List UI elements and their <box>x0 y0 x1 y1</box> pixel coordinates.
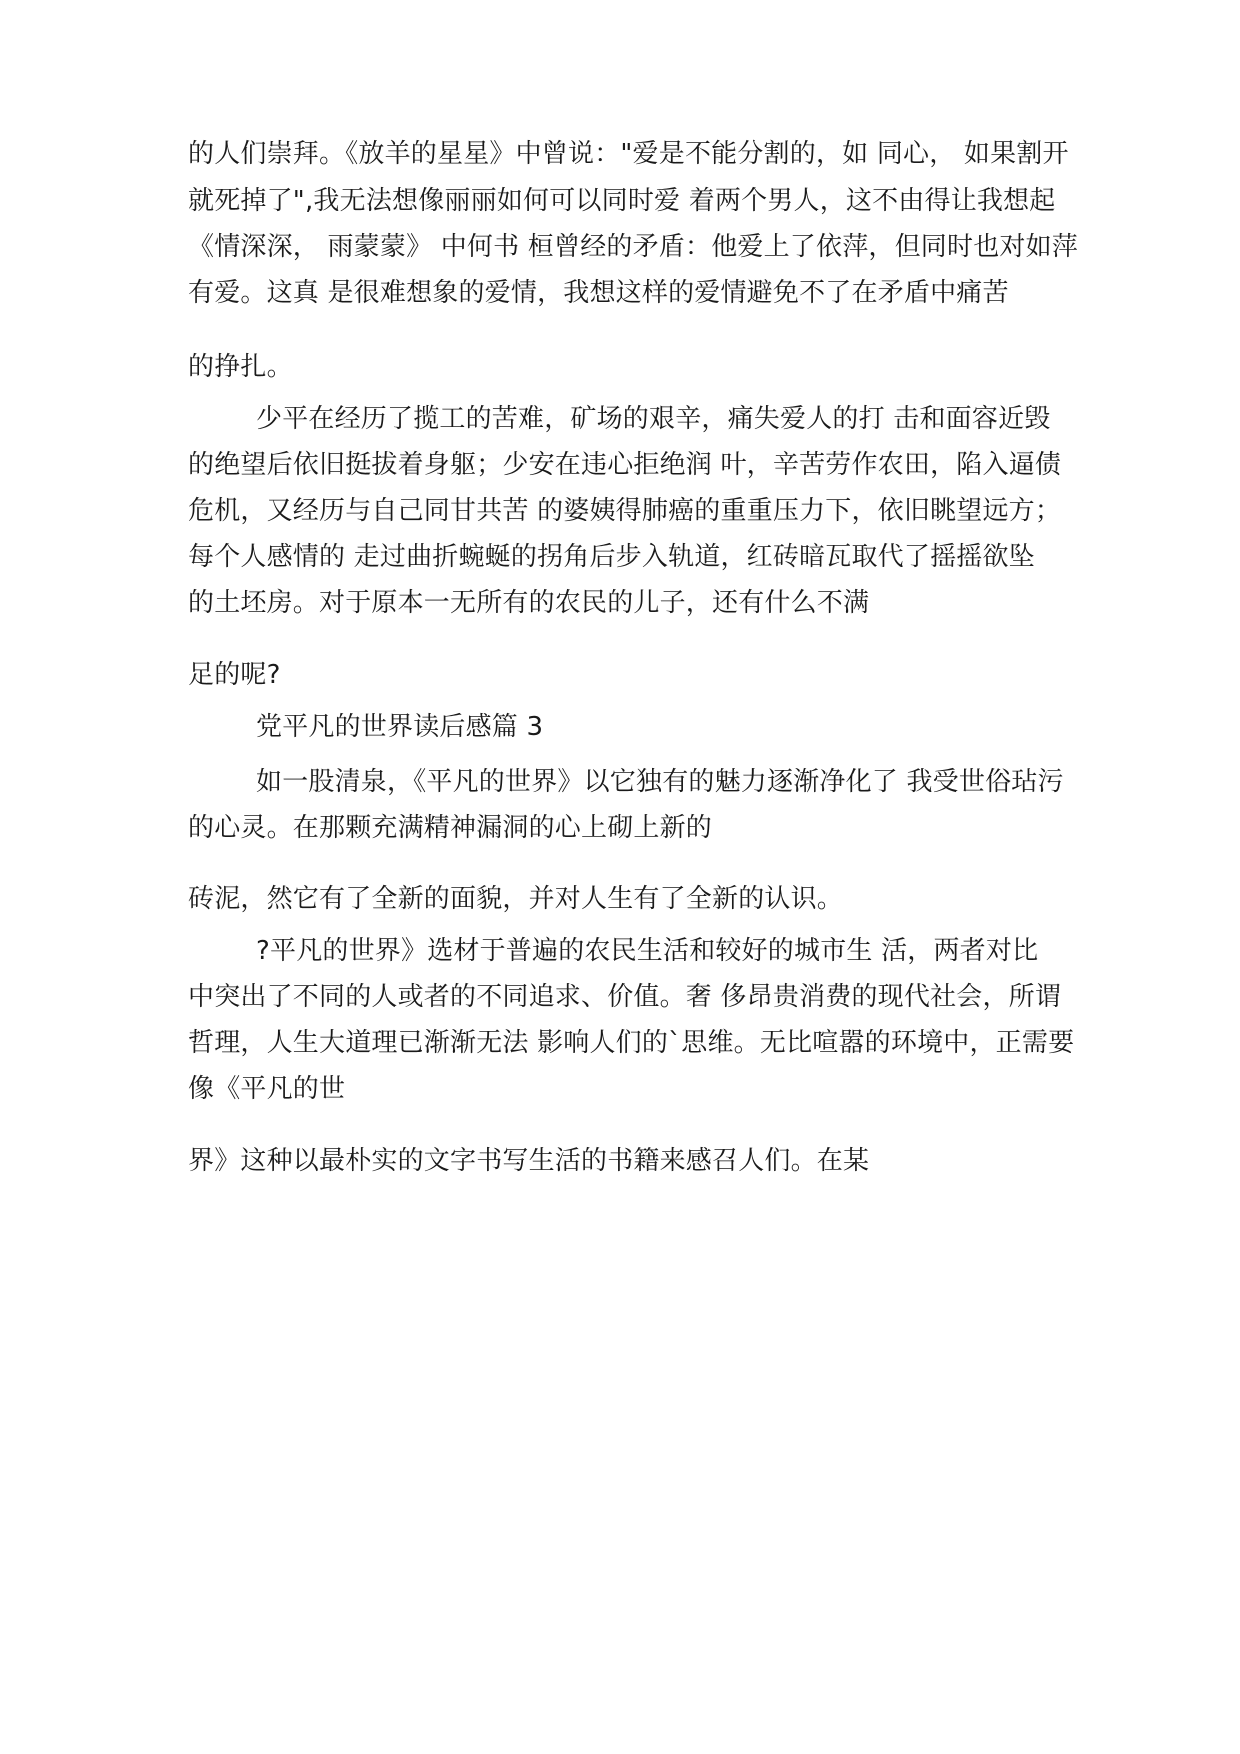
text-line: 中突出了不同的人或者的不同追求、价值。奢 侈昂贵消费的现代社会，所谓 <box>188 982 1062 1012</box>
text-line: 界》这种以最朴实的文字书写生活的书籍来感召人们。在某 <box>188 1146 870 1176</box>
text-line: 的土坯房。对于原本一无所有的农民的儿子，还有什么不满 <box>188 588 870 618</box>
section-heading: 党平凡的世界读后感篇 3 <box>256 712 544 742</box>
text-line: 有爱。这真 是很难想象的爱情，我想这样的爱情避免不了在矛盾中痛苦 <box>188 278 1009 308</box>
text-line: 砖泥，然它有了全新的面貌，并对人生有了全新的认识。 <box>188 884 844 914</box>
paragraph-first-line: 少平在经历了揽工的苦难，矿场的艰辛，痛失爱人的打 击和面容近毁 <box>256 404 1051 434</box>
text-line: 的人们崇拜。《放羊的星星》中曾说："爱是不能分割的，如 同心， 如果割开 <box>188 139 1069 169</box>
text-line: 足的呢? <box>188 660 281 690</box>
text-line: 就死掉了",我无法想像丽丽如何可以同时爱 着两个男人，这不由得让我想起 <box>188 186 1056 216</box>
paragraph-first-line: ?平凡的世界》选材于普遍的农民生活和较好的城市生 活，两者对比 <box>256 936 1039 966</box>
text-line: 危机，又经历与自己同甘共苦 的婆姨得肺癌的重重压力下，依旧眺望远方； <box>188 496 1062 526</box>
text-line: 《情深深， 雨蒙蒙》 中何书 桓曾经的矛盾：他爱上了依萍，但同时也对如萍 <box>188 232 1078 262</box>
paragraph-first-line: 如一股清泉，《平凡的世界》以它独有的魅力逐渐净化了 我受世俗玷污 <box>256 767 1064 797</box>
text-line: 每个人感情的 走过曲折蜿蜒的拐角后步入轨道，红砖暗瓦取代了摇摇欲坠 <box>188 542 1035 572</box>
text-line: 的心灵。在那颗充满精神漏洞的心上砌上新的 <box>188 813 713 843</box>
text-line: 哲理，人生大道理已渐渐无法 影响人们的`思维。无比喧嚣的环境中，正需要 <box>188 1028 1075 1058</box>
text-line: 像《平凡的世 <box>188 1074 346 1104</box>
text-line: 的挣扎。 <box>188 352 293 382</box>
text-line: 的绝望后依旧挺拔着身躯；少安在违心拒绝润 叶，辛苦劳作农田，陷入逼债 <box>188 450 1062 480</box>
